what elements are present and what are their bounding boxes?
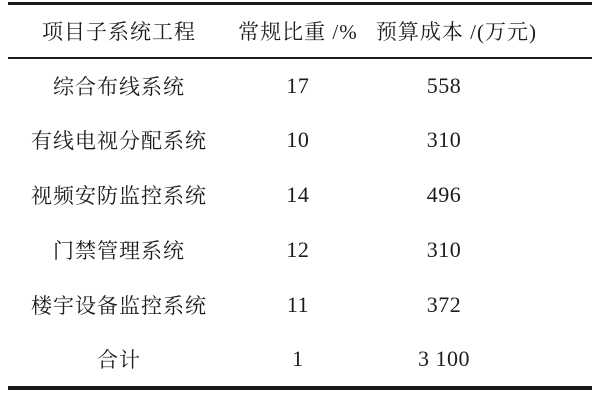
cell-total-cost: 3 100 <box>417 346 470 371</box>
table-row <box>8 168 592 223</box>
cell-subsystem: 门禁管理系统 <box>52 239 185 263</box>
column-header-cost: 预算成本 /(万元) <box>376 4 592 58</box>
cell-subsystem: 楼宇设备监控系统 <box>30 294 207 318</box>
table-header <box>8 4 592 58</box>
cell-cost: 310 <box>426 127 462 152</box>
cell-subsystem: 综合布线系统 <box>52 74 185 99</box>
cell-ratio: 17 <box>286 72 310 98</box>
cell-cost: 558 <box>426 72 462 98</box>
table-body <box>8 58 592 388</box>
table-row <box>8 58 592 113</box>
cell-total-label: 合计 <box>96 348 141 372</box>
cell-subsystem: 有线电视分配系统 <box>30 129 207 153</box>
cell-subsystem: 视频安防监控系统 <box>30 184 207 208</box>
cell-ratio: 10 <box>286 127 310 152</box>
cell-cost: 372 <box>426 292 462 317</box>
cell-cost: 496 <box>426 182 462 207</box>
subsystem-budget-table <box>8 2 592 390</box>
cell-cost: 310 <box>426 237 462 262</box>
header-row <box>8 4 592 58</box>
cell-total-ratio: 1 <box>292 346 304 371</box>
cell-ratio: 14 <box>286 182 310 207</box>
cell-ratio: 11 <box>286 292 309 317</box>
table-row <box>8 113 592 168</box>
table-row-total <box>8 333 592 388</box>
table-row <box>8 278 592 333</box>
cell-ratio: 12 <box>286 237 310 262</box>
column-header-subsystem: 项目子系统工程 <box>8 4 230 58</box>
column-header-ratio: 常规比重 /% <box>230 4 376 58</box>
table-row <box>8 223 592 278</box>
